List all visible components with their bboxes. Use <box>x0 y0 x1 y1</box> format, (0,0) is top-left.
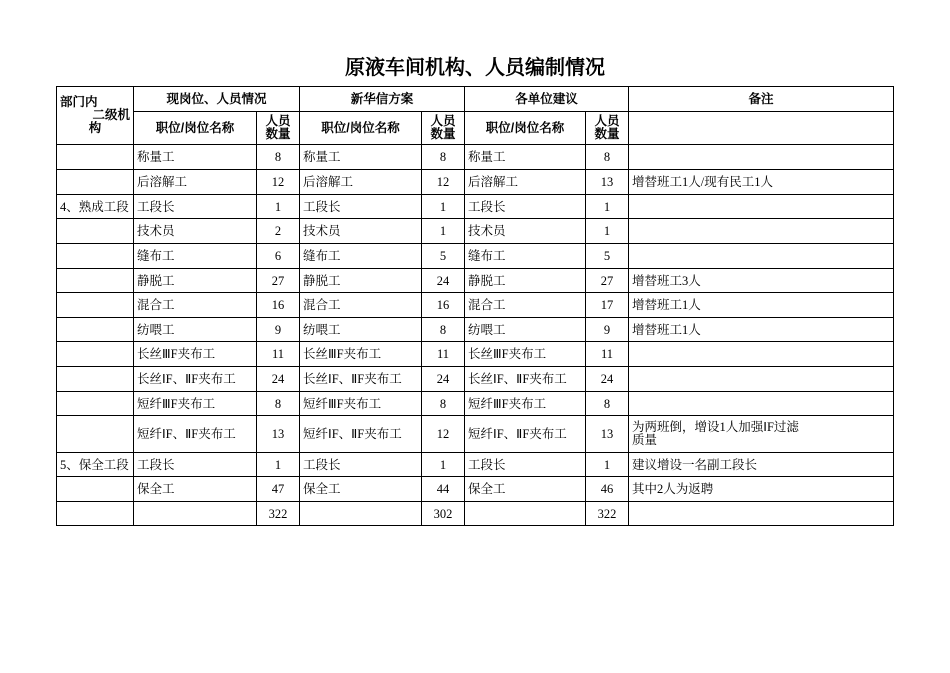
proposal-position-cell: 称量工 <box>300 145 422 170</box>
proposal-position-cell: 长丝ⅢF夹布工 <box>300 342 422 367</box>
remark-cell <box>629 416 894 453</box>
table-row <box>57 219 894 244</box>
current-count-cell: 8 <box>257 392 300 416</box>
header-row <box>57 112 894 145</box>
suggestion-count-cell: 8 <box>586 145 629 170</box>
header-count-line: 人员 <box>430 114 456 128</box>
proposal-position-cell: 混合工 <box>300 293 422 318</box>
current-position-cell: 短纤ⅢF夹布工 <box>134 392 257 416</box>
remark-cell <box>629 392 894 416</box>
header-current-count <box>257 112 300 145</box>
remark-cell: 增替班工3人 <box>629 269 894 293</box>
dept-cell <box>57 392 134 416</box>
table-row <box>57 293 894 318</box>
proposal-count-cell: 1 <box>422 195 465 219</box>
proposal-count-cell: 1 <box>422 219 465 244</box>
table-row <box>57 367 894 392</box>
suggestion-count-cell: 13 <box>586 416 629 453</box>
current-position-cell: 工段长 <box>134 195 257 219</box>
current-position-cell: 混合工 <box>134 293 257 318</box>
suggestion-count-cell: 27 <box>586 269 629 293</box>
current-position-cell: 技术员 <box>134 219 257 244</box>
header-suggestion-count <box>586 112 629 145</box>
remark-cell <box>629 219 894 244</box>
suggestion-count-cell: 17 <box>586 293 629 318</box>
table-row <box>57 170 894 195</box>
current-position-cell: 纺喂工 <box>134 318 257 342</box>
suggestion-position-cell: 称量工 <box>465 145 586 170</box>
suggestion-position-cell: 保全工 <box>465 477 586 502</box>
proposal-position-cell: 短纤ⅠF、ⅡF夹布工 <box>300 416 422 453</box>
current-position-cell: 短纤ⅠF、ⅡF夹布工 <box>134 416 257 453</box>
current-count-cell: 8 <box>257 145 300 170</box>
proposal-count-cell: 8 <box>422 392 465 416</box>
suggestion-position-cell: 混合工 <box>465 293 586 318</box>
proposal-count-cell: 8 <box>422 145 465 170</box>
current-position-cell: 长丝ⅠF、ⅡF夹布工 <box>134 367 257 392</box>
current-count-cell: 2 <box>257 219 300 244</box>
remark-cell <box>629 244 894 269</box>
current-count-cell: 9 <box>257 318 300 342</box>
header-count-line: 数量 <box>265 127 291 141</box>
dept-cell <box>57 318 134 342</box>
suggestion-position-cell: 长丝ⅢF夹布工 <box>465 342 586 367</box>
table-row <box>57 195 894 219</box>
remark-cell: 增替班工1人 <box>629 318 894 342</box>
table-row <box>57 416 894 453</box>
header-group-proposal: 新华信方案 <box>300 87 465 112</box>
header-dept-line: 部门内 <box>60 95 98 109</box>
suggestion-position-cell: 技术员 <box>465 219 586 244</box>
dept-cell <box>57 269 134 293</box>
dept-cell <box>57 502 134 526</box>
proposal-position-cell: 技术员 <box>300 219 422 244</box>
remark-text: 为两班倒，增设1人加强ⅠF过滤质量 <box>632 420 799 447</box>
suggestion-position-cell: 静脱工 <box>465 269 586 293</box>
header-current-position: 职位/岗位名称 <box>134 112 257 145</box>
header-dept-line: 二级机 <box>92 108 130 122</box>
dept-cell <box>57 145 134 170</box>
header-count-line: 人员 <box>265 114 291 128</box>
dept-cell <box>57 367 134 392</box>
suggestion-total-cell: 322 <box>586 502 629 526</box>
current-count-cell: 47 <box>257 477 300 502</box>
current-count-cell: 1 <box>257 453 300 477</box>
dept-cell <box>57 416 134 453</box>
proposal-position-cell: 短纤ⅢF夹布工 <box>300 392 422 416</box>
header-proposal-count <box>422 112 465 145</box>
dept-cell <box>57 170 134 195</box>
suggestion-position-cell: 缝布工 <box>465 244 586 269</box>
suggestion-count-cell: 9 <box>586 318 629 342</box>
remark-cell <box>629 145 894 170</box>
proposal-count-cell: 44 <box>422 477 465 502</box>
suggestion-position-cell: 工段长 <box>465 453 586 477</box>
proposal-position-cell: 工段长 <box>300 195 422 219</box>
header-remark: 备注 <box>629 87 894 112</box>
suggestion-count-cell: 24 <box>586 367 629 392</box>
header-dept <box>57 87 134 145</box>
proposal-position-cell: 后溶解工 <box>300 170 422 195</box>
header-group-current: 现岗位、人员情况 <box>134 87 300 112</box>
current-position-cell: 缝布工 <box>134 244 257 269</box>
current-position-cell: 长丝ⅢF夹布工 <box>134 342 257 367</box>
proposal-count-cell: 11 <box>422 342 465 367</box>
remark-cell <box>629 342 894 367</box>
suggestion-count-cell: 8 <box>586 392 629 416</box>
remark-cell <box>629 367 894 392</box>
proposal-position-cell: 纺喂工 <box>300 318 422 342</box>
dept-cell: 4、熟成工段 <box>57 195 134 219</box>
proposal-count-cell: 1 <box>422 453 465 477</box>
suggestion-position-cell: 后溶解工 <box>465 170 586 195</box>
current-position-cell <box>134 502 257 526</box>
proposal-position-cell: 静脱工 <box>300 269 422 293</box>
suggestion-count-cell: 13 <box>586 170 629 195</box>
proposal-count-cell: 24 <box>422 367 465 392</box>
current-count-cell: 27 <box>257 269 300 293</box>
current-position-cell: 称量工 <box>134 145 257 170</box>
total-row <box>57 502 894 526</box>
table-row <box>57 477 894 502</box>
header-group-suggestion: 各单位建议 <box>465 87 629 112</box>
table-row <box>57 269 894 293</box>
table-row <box>57 342 894 367</box>
proposal-position-cell: 长丝ⅠF、ⅡF夹布工 <box>300 367 422 392</box>
staffing-table <box>56 86 894 526</box>
suggestion-position-cell <box>465 502 586 526</box>
header-dept-line: 构 <box>88 121 102 135</box>
current-position-cell: 静脱工 <box>134 269 257 293</box>
table-row <box>57 392 894 416</box>
suggestion-position-cell: 纺喂工 <box>465 318 586 342</box>
current-count-cell: 6 <box>257 244 300 269</box>
current-count-cell: 16 <box>257 293 300 318</box>
remark-cell: 其中2人为返聘 <box>629 477 894 502</box>
dept-cell <box>57 293 134 318</box>
dept-cell <box>57 244 134 269</box>
suggestion-count-cell: 1 <box>586 195 629 219</box>
table-row <box>57 145 894 170</box>
header-remark-blank <box>629 112 894 145</box>
dept-cell <box>57 342 134 367</box>
header-suggestion-position: 职位/岗位名称 <box>465 112 586 145</box>
page-title: 原液车间机构、人员编制情况 <box>345 57 605 79</box>
proposal-position-cell: 缝布工 <box>300 244 422 269</box>
suggestion-count-cell: 1 <box>586 453 629 477</box>
proposal-count-cell: 5 <box>422 244 465 269</box>
current-total-cell: 322 <box>257 502 300 526</box>
current-count-cell: 1 <box>257 195 300 219</box>
table-row <box>57 244 894 269</box>
header-count-line: 数量 <box>430 127 456 141</box>
suggestion-count-cell: 5 <box>586 244 629 269</box>
proposal-count-cell: 16 <box>422 293 465 318</box>
proposal-position-cell: 工段长 <box>300 453 422 477</box>
proposal-position-cell <box>300 502 422 526</box>
table-row <box>57 453 894 477</box>
proposal-count-cell: 12 <box>422 416 465 453</box>
suggestion-position-cell: 长丝ⅠF、ⅡF夹布工 <box>465 367 586 392</box>
current-count-cell: 12 <box>257 170 300 195</box>
dept-cell <box>57 477 134 502</box>
current-count-cell: 24 <box>257 367 300 392</box>
header-count-line: 人员 <box>594 114 620 128</box>
dept-cell <box>57 219 134 244</box>
proposal-count-cell: 12 <box>422 170 465 195</box>
proposal-total-cell: 302 <box>422 502 465 526</box>
proposal-count-cell: 8 <box>422 318 465 342</box>
proposal-count-cell: 24 <box>422 269 465 293</box>
suggestion-count-cell: 1 <box>586 219 629 244</box>
remark-cell: 建议增设一名副工段长 <box>629 453 894 477</box>
remark-cell <box>629 502 894 526</box>
header-proposal-position: 职位/岗位名称 <box>300 112 422 145</box>
table-row <box>57 318 894 342</box>
suggestion-position-cell: 工段长 <box>465 195 586 219</box>
suggestion-position-cell: 短纤ⅠF、ⅡF夹布工 <box>465 416 586 453</box>
proposal-position-cell: 保全工 <box>300 477 422 502</box>
remark-cell: 增替班工1人 <box>629 293 894 318</box>
header-count-line: 数量 <box>594 127 620 141</box>
header-row <box>57 87 894 112</box>
current-position-cell: 工段长 <box>134 453 257 477</box>
current-count-cell: 13 <box>257 416 300 453</box>
current-count-cell: 11 <box>257 342 300 367</box>
suggestion-count-cell: 11 <box>586 342 629 367</box>
current-position-cell: 保全工 <box>134 477 257 502</box>
dept-cell: 5、保全工段 <box>57 453 134 477</box>
suggestion-count-cell: 46 <box>586 477 629 502</box>
current-position-cell: 后溶解工 <box>134 170 257 195</box>
remark-cell: 增替班工1人/现有民工1人 <box>629 170 894 195</box>
remark-cell <box>629 195 894 219</box>
suggestion-position-cell: 短纤ⅢF夹布工 <box>465 392 586 416</box>
